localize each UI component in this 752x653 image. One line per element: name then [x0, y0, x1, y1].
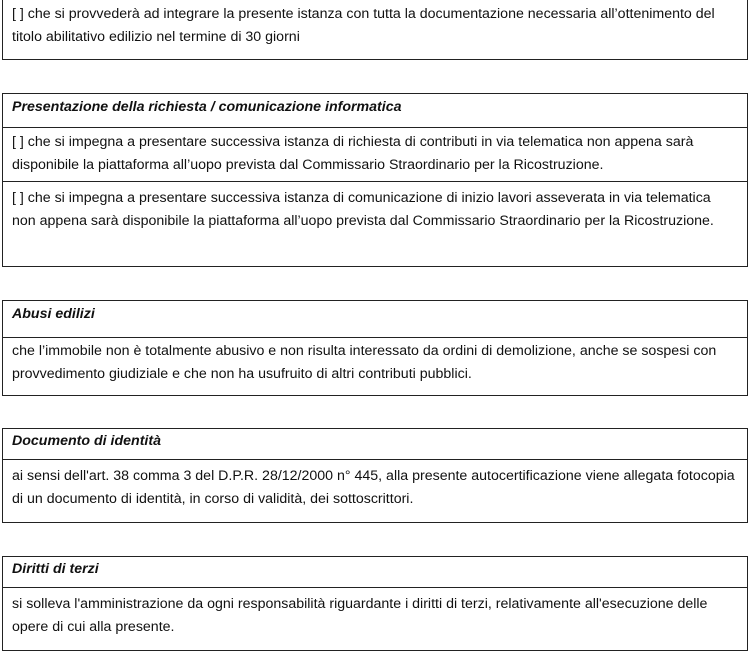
section-heading	[3, 429, 747, 459]
section-heading	[3, 94, 747, 127]
section-heading	[3, 557, 747, 587]
section-heading-text: Presentazione della richiesta / comunicazione informatica	[12, 99, 402, 115]
section-heading-text: Documento di identità	[12, 433, 161, 449]
item-text: [ ] che si impegna a presentare successiva istanza di comunicazione di inizio lavori asseverata in via telematica non appena sarà disponibile la piattaforma all’uopo prevista dal Commissario Straordinario per la Ricostruzione.	[12, 190, 714, 229]
section-heading-text: Diritti di terzi	[12, 561, 99, 577]
section-diritti-terzi	[2, 556, 748, 651]
section-body	[3, 587, 747, 650]
body-text: si solleva l'amministrazione da ogni responsabilità riguardante i diritti di terzi, relativamente all'esecuzione delle opere di cui alla presente.	[12, 596, 708, 635]
checkbox-item-comunicazione-inizio-lavori	[3, 181, 747, 265]
item-text: [ ] che si provvederà ad integrare la presente istanza con tutta la documentazione necessaria all’ottenimento del titolo abilitativo edilizio nel termine di 30 giorni	[12, 6, 715, 45]
checkbox-item-richiesta-contributi	[3, 127, 747, 181]
section-body	[3, 337, 747, 395]
section-integrazione-documentazione	[2, 0, 748, 60]
section-abusi-edilizi	[2, 300, 748, 396]
section-documento-identita	[2, 428, 748, 523]
section-body	[3, 459, 747, 522]
body-text: ai sensi dell'art. 38 comma 3 del D.P.R. 28/12/2000 n° 445, alla presente autocertificazione viene allegata fotocopia di un documento di identità, in corso di validità, dei sottoscrittori.	[12, 468, 735, 507]
section-presentazione-richiesta	[2, 93, 748, 267]
body-text: che l’immobile non è totalmente abusivo e non risulta interessato da ordini di demolizione, anche se sospesi con provvedimento giudiziale e che non ha usufruito di altri contributi pubblici.	[12, 343, 717, 382]
section-heading-text: Abusi edilizi	[12, 306, 95, 322]
item-text: [ ] che si impegna a presentare successiva istanza di richiesta di contributi in via telematica non appena sarà disponibile la piattaforma all’uopo prevista dal Commissario Straordinario per la Ricostruzione.	[12, 134, 694, 173]
section-heading	[3, 301, 747, 337]
checkbox-item-integrazione	[3, 0, 747, 59]
